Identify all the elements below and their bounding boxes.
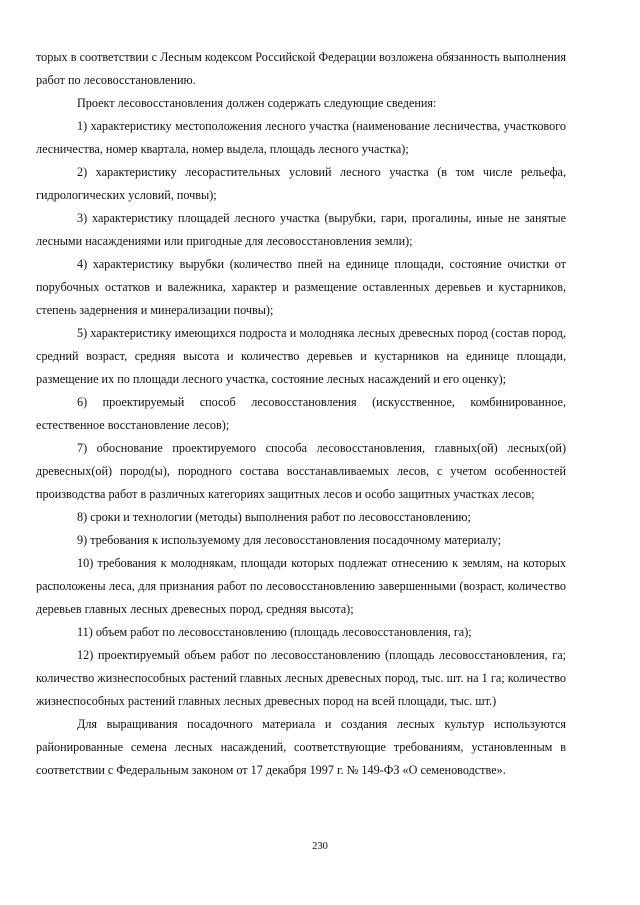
paragraph-13: 12) проектируемый объем работ по лесовосстановлению (площадь лесовосстановления, га; количество жизнеспособных растений главных лесных древесных пород, тыс. шт. на 1 га; количество жизнеспособных растений главных лесных древесных пород на всей площади, тыс. шт.) <box>36 648 566 708</box>
paragraph-12: 11) объем работ по лесовосстановлению (площадь лесовосстановления, га); <box>77 625 472 639</box>
paragraph-8: 7) обоснование проектируемого способа лесовосстановления, главных(ой) лесных(ой) древесных(ой) пород(ы), породного состава восстанавливаемых лесов, с учетом особенностей производства работ в различных категориях защитных лесов и особо защитных участках лесов; <box>36 441 566 501</box>
paragraph-2: 1) характеристику местоположения лесного участка (наименование лесничества, участкового лесничества, номер квартала, номер выдела, площадь лесного участка); <box>36 119 566 156</box>
paragraph-5: 4) характеристику вырубки (количество пней на единице площади, состояние очистки от порубочных остатков и валежника, характер и размещение оставленных деревьев и кустарников, степень задернения и минерализации почвы); <box>36 257 566 317</box>
page-number: 230 <box>312 841 328 852</box>
paragraph-0: торых в соответствии с Лесным кодексом Российской Федерации возложена обязанность выполнения работ по лесовосстановлению. <box>36 50 566 87</box>
paragraph-14: Для выращивания посадочного материала и создания лесных культур используются районированные семена лесных насаждений, соответствующие требованиям, установленным в соответствии с Федеральным законом от 17 декабря 1997 г. № 149-ФЗ «О семеноводстве». <box>36 717 566 777</box>
paragraph-3: 2) характеристику лесорастительных условий лесного участка (в том числе рельефа, гидрологических условий, почвы); <box>36 165 566 202</box>
paragraph-4: 3) характеристику площадей лесного участка (вырубки, гари, прогалины, иные не занятые лесными насаждениями или пригодные для лесовосстановления земли); <box>36 211 566 248</box>
page-body <box>36 46 566 782</box>
paragraph-9: 8) сроки и технологии (методы) выполнения работ по лесовосстановлению; <box>77 510 471 524</box>
paragraph-7: 6) проектируемый способ лесовосстановления (искусственное, комбинированное, естественное восстановление лесов); <box>36 395 566 432</box>
paragraph-6: 5) характеристику имеющихся подроста и молодняка лесных древесных пород (состав пород, средний возраст, средняя высота и количество деревьев и кустарников на единице площади, размещение их по площади лесного участка, состояние лесных насаждений и его оценку); <box>36 326 566 386</box>
paragraph-11: 10) требования к молоднякам, площади которых подлежат отнесению к землям, на которых расположены леса, для признания работ по лесовосстановлению завершенными (возраст, количество деревьев главных лесных древесных пород, средняя высота); <box>36 556 566 616</box>
paragraph-10: 9) требования к используемому для лесовосстановления посадочному материалу; <box>77 533 502 547</box>
paragraph-1: Проект лесовосстановления должен содержать следующие сведения: <box>77 96 437 110</box>
